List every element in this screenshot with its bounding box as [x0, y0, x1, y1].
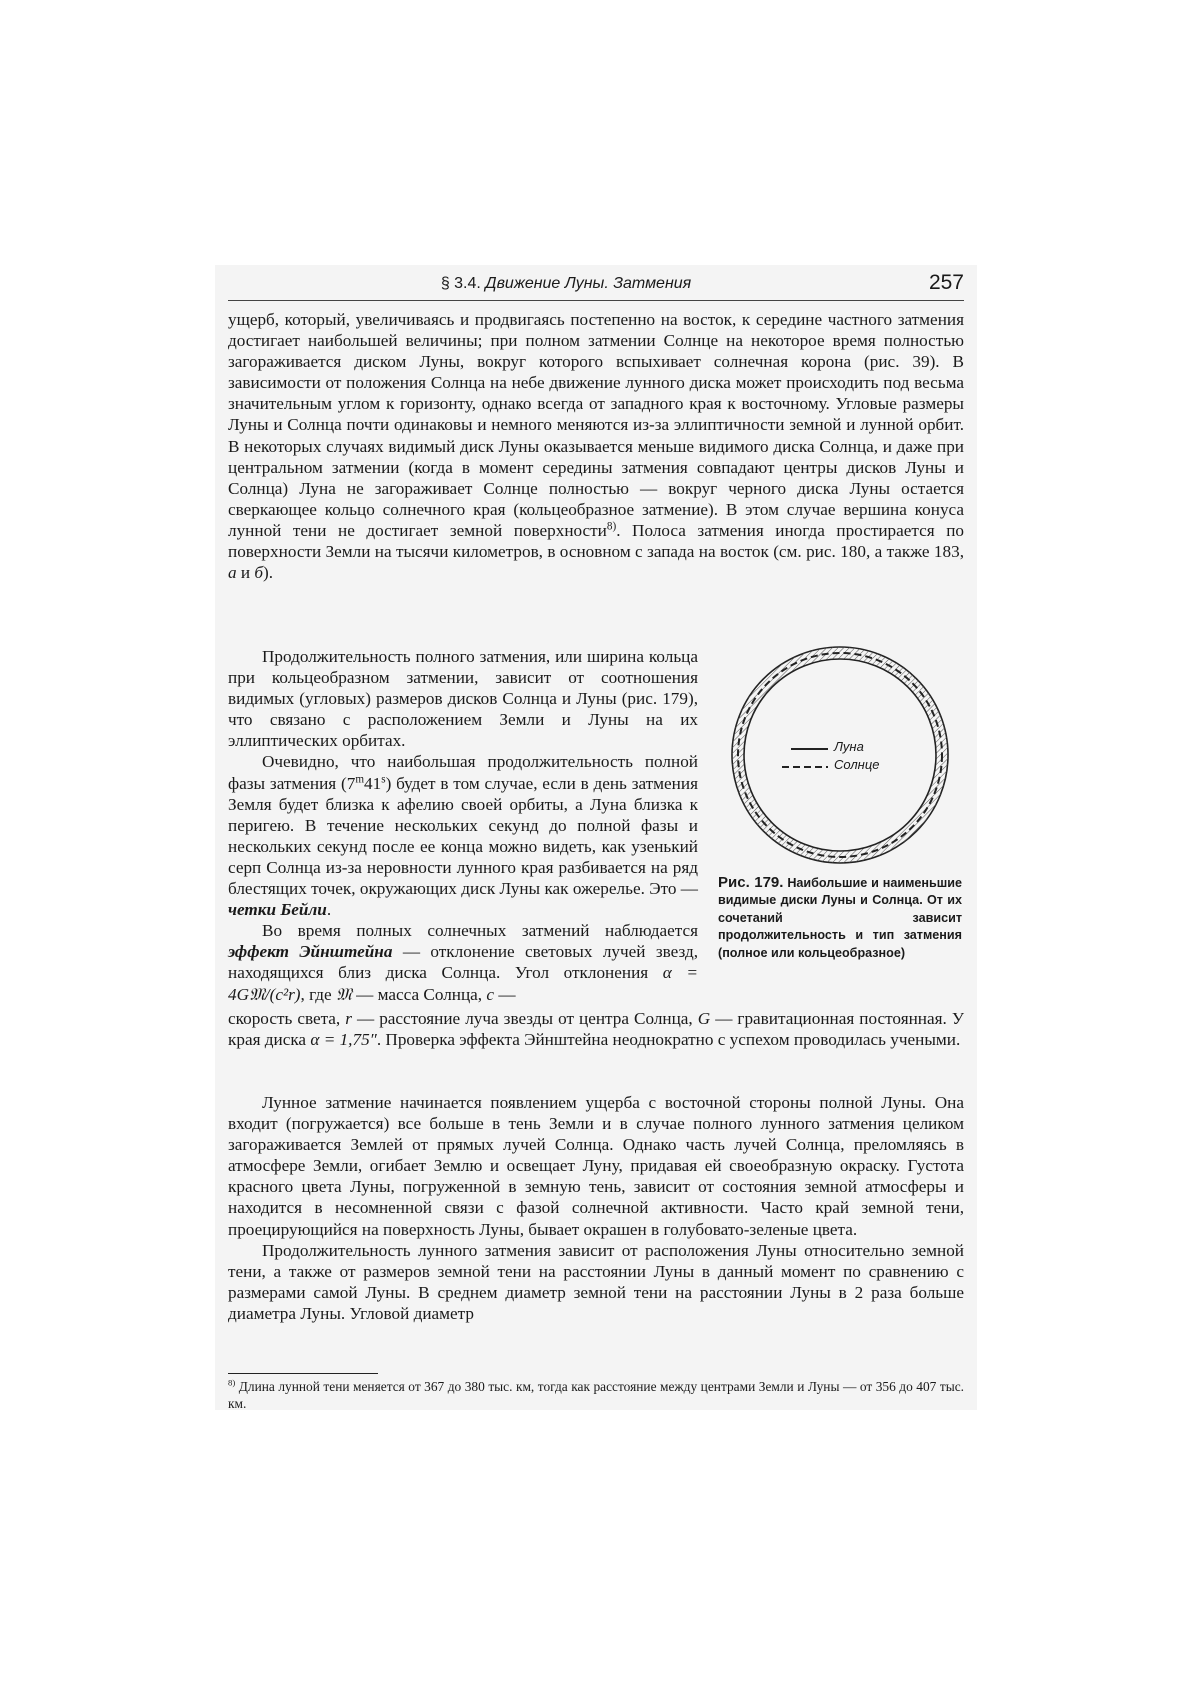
paragraph: Во время полных солнечных затмений наблюдается эффект Эйнштейна — отклонение световых лучей звезд, находящихся близ диска Солнца. Угол отклонения α = 4G𝔐/(c²r), где 𝔐 — масса Солнца, c — [228, 921, 699, 1004]
footnote-rule [228, 1373, 378, 1374]
figure-179 [718, 643, 962, 868]
paragraph: Лунное затмение начинается появлением ущерба с восточной стороны полной Луны. Она входит (погружается) все больше в тень Земли и в случае полного лунного затмения целиком загораживается Землей от прямых лучей Солнца. Однако часть лучей Солнца, преломляясь в атмосфере Земли, огибает Землю и освещает Луну, придавая ей своеобразную окраску. Густота красного цвета Луны, погруженной в земную тень, зависит от состояния земной атмосферы и находится в несомненной связи с фазой солнечной активности. Часто край земной тени, проецирующийся на поверхность Луны, бывает окрашен в голубовато-зеленые цвета. [228, 1093, 964, 1239]
header-rule [228, 300, 964, 301]
footnote-mark: 8) [228, 1377, 236, 1388]
paragraph: скорость света, r — расстояние луча звезды от центра Солнца, G — гравитационная постоянная. У края диска α = 1,75″. Проверка эффекта Эйнштейна неоднократно с успехом проводилась учеными. [228, 1009, 965, 1050]
paragraph: Очевидно, что наибольшая продолжительность полной фазы затмения (7$^m$41$^s$) будет в том случае, если в день затмения Земля будет близка к афелию своей орбиты, а Луна близка к перигею. В течение нескольких секунд до полной фазы и нескольких секунд после ее конца можно видеть, как узенький серп Солнца из-за неровности лунного края разбивается на ряд блестящих точек, окружающих диск Луны как ожерелье. Это — четки Бейли. [228, 752, 698, 920]
footnote-ref: 8) [606, 520, 617, 533]
text-block-top [228, 309, 964, 583]
caption-label: Рис. 179. [718, 874, 784, 891]
term-einstein-effect: эффект Эйнштейна [228, 942, 393, 962]
sun-disk-min [744, 659, 936, 851]
footnote [228, 1378, 964, 1412]
figure-caption [718, 874, 962, 962]
text-block-narrow [228, 646, 698, 1005]
paragraph: Продолжительность полного затмения, или ширина кольца при кольцеобразном затмении, зависит от соотношения видимых (угловых) размеров дисков Солнца и Луны (рис. 179), что связано с расположением Земли и Луны на их эллиптических орбитах. [228, 647, 698, 751]
text-block-continuation [228, 1008, 964, 1050]
term-baily-beads: четки Бейли [228, 900, 327, 920]
section-number: § 3.4. [440, 275, 481, 292]
footnote-text: Длина лунной тени меняется от 367 до 380 тыс. км, тогда как расстояние между центрами Земли и Луны — от 356 до 407 тыс. км. [228, 1379, 964, 1411]
caption-text: Наибольшие и наименьшие видимые диски Луны и Солнца. От их сочетаний зависит продолжительность и тип затмения (полное или кольцеобразное) [718, 876, 962, 960]
paragraph: Продолжительность лунного затмения зависит от расположения Луны относительно земной тени, а также от размеров земной тени на расстоянии Луны в данный момент по сравнению с размерами самой Луны. В среднем диаметр земной тени на расстоянии Луны в 2 раза больше диаметра Луны. Угловой диаметр [228, 1240, 964, 1323]
legend-sun-label: Солнце [834, 757, 880, 772]
section-title: Движение Луны. Затмения [485, 275, 692, 292]
header-title [228, 275, 904, 293]
text-block-bottom [228, 1092, 964, 1324]
paragraph: ущерб, который, увеличиваясь и продвигаясь постепенно на восток, к середине частного затмения достигает наибольшей величины; при полном затмении Солнце на некоторое время полностью загораживается диском Луны, вокруг которого вспыхивает солнечная корона (рис. 39). В зависимости от положения Солнца на небе движение лунного диска может происходить под весьма значительным углом к горизонту, однако всегда от западного края к восточному. Угловые размеры Луны и Солнца почти одинаковы и немного меняются из-за эллиптичности земной и лунной орбит. В некоторых случаях видимый диск Луны оказывается меньше видимого диска Солнца, и даже при центральном затмении (когда в момент середины затмения совпадают центры дисков Луны и Солнца) Луна не загораживает Солнце полностью — вокруг черного диска Луны остается сверкающее кольцо солнечного края (кольцеобразное затмение). В этом случае вершина конуса лунной тени не достигает земной поверхности$^{8)}$. Полоса затмения иногда простирается по поверхности Земли на тысячи километров, в основном с запада на восток (см. рис. 180, а также 183, а и б). [228, 310, 964, 583]
figure-diagram [718, 643, 962, 868]
running-header [228, 271, 964, 297]
page-number: 257 [928, 271, 964, 294]
legend-moon-label: Луна [834, 739, 864, 754]
formula: α = 4G𝔐/(c²r) [228, 963, 698, 1004]
